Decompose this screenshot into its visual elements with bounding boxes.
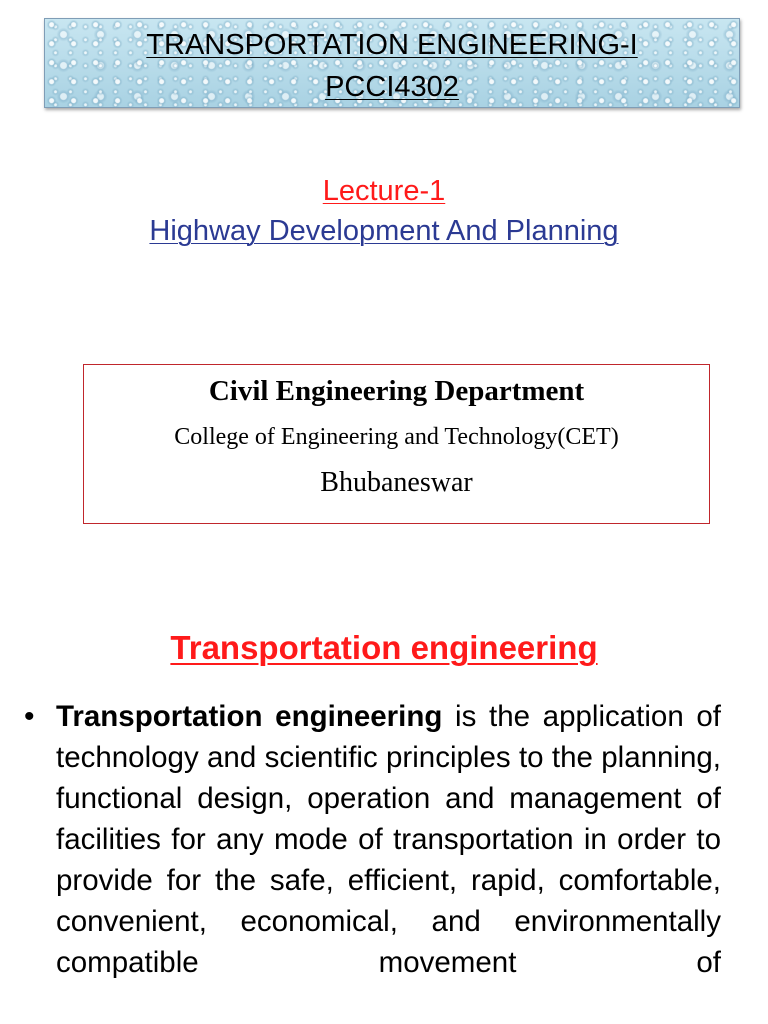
section-heading: Transportation engineering bbox=[170, 629, 598, 666]
lecture-topic: Highway Development And Planning bbox=[149, 215, 619, 247]
city-name: Bhubaneswar bbox=[320, 467, 473, 498]
definition-text: is the application of technology and scientific principles to the planning, functional design, operation and management of facilities for any mode of transportation in order to provide for the safe, efficient, rapid, comfortable, convenient, economical, and environmentally compatible movement of bbox=[56, 700, 721, 979]
course-title: TRANSPORTATION ENGINEERING-I bbox=[146, 29, 638, 61]
college-name: College of Engineering and Technology(CET) bbox=[174, 424, 619, 450]
bullet-point: • bbox=[24, 700, 35, 733]
course-code: PCCI4302 bbox=[325, 71, 459, 103]
definition-paragraph bbox=[56, 696, 721, 983]
department-box bbox=[83, 364, 710, 524]
title-banner bbox=[44, 18, 740, 108]
definition-term: Transportation engineering bbox=[56, 700, 443, 733]
lecture-number: Lecture-1 bbox=[322, 175, 446, 207]
department-name: Civil Engineering Department bbox=[208, 375, 585, 407]
